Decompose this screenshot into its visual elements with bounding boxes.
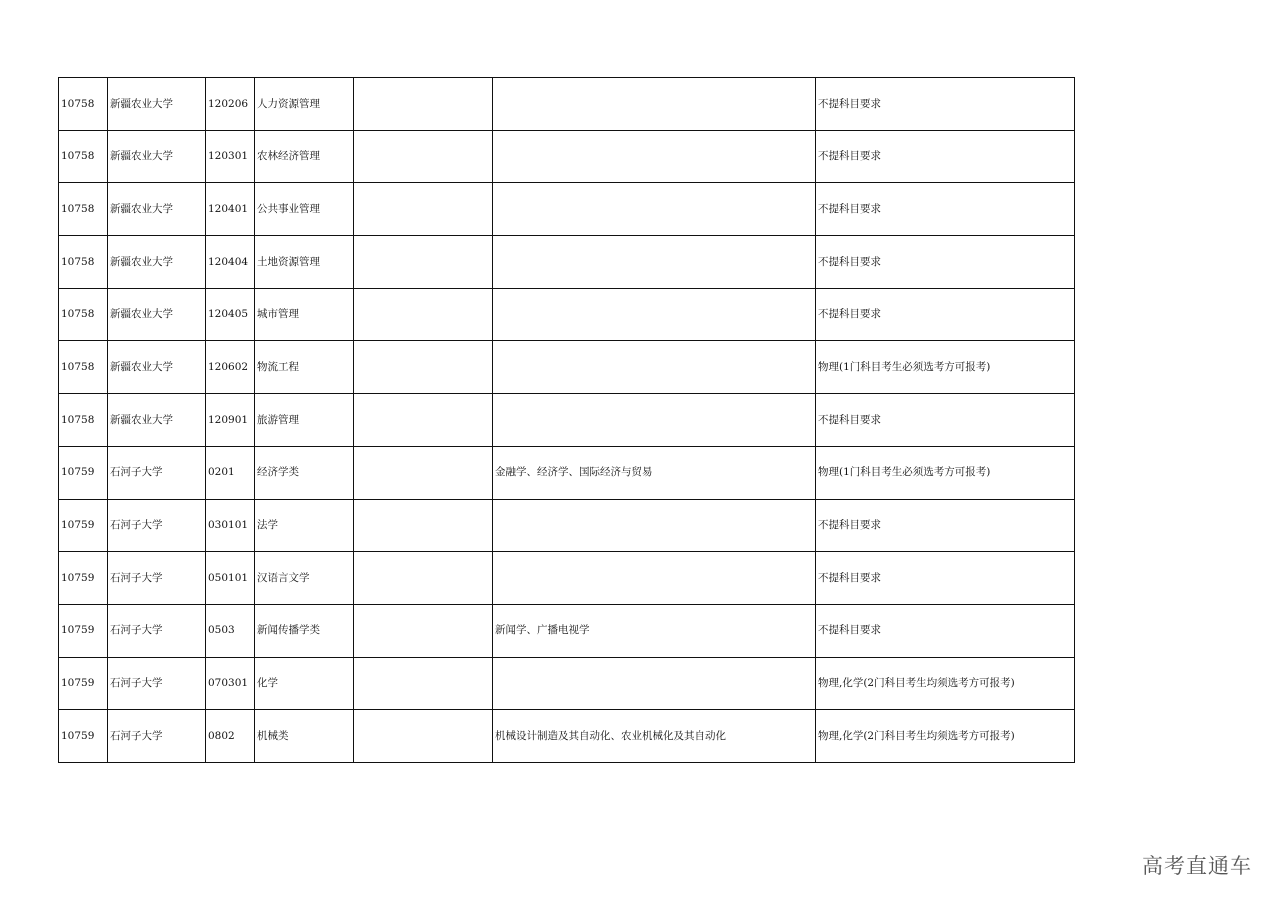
- blank-cell: [354, 604, 493, 657]
- included-majors-cell: [493, 341, 816, 394]
- blank-cell: [354, 341, 493, 394]
- subject-requirement-cell: 不提科目要求: [816, 183, 1075, 236]
- major-name-cell: 法学: [255, 499, 354, 552]
- school-name-cell: 新疆农业大学: [108, 78, 206, 131]
- subject-requirement-cell: 物理(1门科目考生必须选考方可报考): [816, 341, 1075, 394]
- major-code-cell: 120301: [206, 130, 255, 183]
- table-row: [59, 236, 1075, 289]
- major-code-cell: 050101: [206, 552, 255, 605]
- table-row: [59, 552, 1075, 605]
- table-row: [59, 657, 1075, 710]
- major-name-cell: 土地资源管理: [255, 236, 354, 289]
- table-row: [59, 604, 1075, 657]
- subject-requirement-cell: 不提科目要求: [816, 499, 1075, 552]
- major-code-cell: 120405: [206, 288, 255, 341]
- major-code-cell: 120401: [206, 183, 255, 236]
- major-name-cell: 经济学类: [255, 446, 354, 499]
- subject-requirement-cell: 不提科目要求: [816, 552, 1075, 605]
- table-row: [59, 130, 1075, 183]
- major-name-cell: 人力资源管理: [255, 78, 354, 131]
- major-name-cell: 旅游管理: [255, 394, 354, 447]
- table-row: [59, 446, 1075, 499]
- school-name-cell: 石河子大学: [108, 657, 206, 710]
- major-code-cell: 120901: [206, 394, 255, 447]
- school-name-cell: 新疆农业大学: [108, 183, 206, 236]
- school-code-cell: 10758: [59, 236, 108, 289]
- included-majors-cell: [493, 499, 816, 552]
- major-code-cell: 120404: [206, 236, 255, 289]
- school-code-cell: 10758: [59, 341, 108, 394]
- included-majors-cell: 金融学、经济学、国际经济与贸易: [493, 446, 816, 499]
- table-row: [59, 499, 1075, 552]
- school-code-cell: 10759: [59, 710, 108, 763]
- included-majors-cell: 机械设计制造及其自动化、农业机械化及其自动化: [493, 710, 816, 763]
- major-requirements-table: [58, 77, 1075, 763]
- major-code-cell: 0802: [206, 710, 255, 763]
- school-name-cell: 新疆农业大学: [108, 130, 206, 183]
- major-name-cell: 农林经济管理: [255, 130, 354, 183]
- major-name-cell: 机械类: [255, 710, 354, 763]
- table-row: [59, 288, 1075, 341]
- table-body: [59, 78, 1075, 763]
- school-code-cell: 10758: [59, 394, 108, 447]
- blank-cell: [354, 394, 493, 447]
- major-code-cell: 0201: [206, 446, 255, 499]
- school-name-cell: 新疆农业大学: [108, 341, 206, 394]
- major-code-cell: 120602: [206, 341, 255, 394]
- major-code-cell: 0503: [206, 604, 255, 657]
- included-majors-cell: [493, 394, 816, 447]
- school-name-cell: 石河子大学: [108, 604, 206, 657]
- major-code-cell: 070301: [206, 657, 255, 710]
- school-code-cell: 10758: [59, 288, 108, 341]
- blank-cell: [354, 236, 493, 289]
- school-code-cell: 10758: [59, 183, 108, 236]
- school-name-cell: 石河子大学: [108, 446, 206, 499]
- school-code-cell: 10758: [59, 130, 108, 183]
- included-majors-cell: [493, 288, 816, 341]
- included-majors-cell: [493, 130, 816, 183]
- school-name-cell: 石河子大学: [108, 499, 206, 552]
- subject-requirement-cell: 物理,化学(2门科目考生均须选考方可报考): [816, 657, 1075, 710]
- school-code-cell: 10759: [59, 446, 108, 499]
- blank-cell: [354, 499, 493, 552]
- blank-cell: [354, 446, 493, 499]
- blank-cell: [354, 78, 493, 131]
- table-row: [59, 710, 1075, 763]
- blank-cell: [354, 657, 493, 710]
- major-code-cell: 120206: [206, 78, 255, 131]
- table-row: [59, 78, 1075, 131]
- subject-requirement-cell: 不提科目要求: [816, 236, 1075, 289]
- major-name-cell: 新闻传播学类: [255, 604, 354, 657]
- school-code-cell: 10759: [59, 604, 108, 657]
- blank-cell: [354, 552, 493, 605]
- subject-requirement-cell: 物理(1门科目考生必须选考方可报考): [816, 446, 1075, 499]
- school-code-cell: 10759: [59, 499, 108, 552]
- included-majors-cell: [493, 657, 816, 710]
- school-name-cell: 新疆农业大学: [108, 288, 206, 341]
- major-code-cell: 030101: [206, 499, 255, 552]
- school-name-cell: 石河子大学: [108, 552, 206, 605]
- included-majors-cell: [493, 78, 816, 131]
- major-name-cell: 汉语言文学: [255, 552, 354, 605]
- blank-cell: [354, 183, 493, 236]
- school-name-cell: 石河子大学: [108, 710, 206, 763]
- school-name-cell: 新疆农业大学: [108, 236, 206, 289]
- subject-requirement-cell: 不提科目要求: [816, 130, 1075, 183]
- school-name-cell: 新疆农业大学: [108, 394, 206, 447]
- subject-requirement-cell: 物理,化学(2门科目考生均须选考方可报考): [816, 710, 1075, 763]
- subject-requirement-cell: 不提科目要求: [816, 394, 1075, 447]
- subject-requirement-cell: 不提科目要求: [816, 78, 1075, 131]
- included-majors-cell: [493, 552, 816, 605]
- included-majors-cell: 新闻学、广播电视学: [493, 604, 816, 657]
- school-code-cell: 10759: [59, 552, 108, 605]
- blank-cell: [354, 710, 493, 763]
- school-code-cell: 10759: [59, 657, 108, 710]
- major-name-cell: 公共事业管理: [255, 183, 354, 236]
- major-name-cell: 物流工程: [255, 341, 354, 394]
- subject-requirement-cell: 不提科目要求: [816, 604, 1075, 657]
- blank-cell: [354, 288, 493, 341]
- school-code-cell: 10758: [59, 78, 108, 131]
- major-name-cell: 城市管理: [255, 288, 354, 341]
- included-majors-cell: [493, 236, 816, 289]
- table-row: [59, 394, 1075, 447]
- table-row: [59, 183, 1075, 236]
- table-row: [59, 341, 1075, 394]
- included-majors-cell: [493, 183, 816, 236]
- blank-cell: [354, 130, 493, 183]
- subject-requirement-cell: 不提科目要求: [816, 288, 1075, 341]
- watermark-text: 高考直通车: [1142, 854, 1252, 878]
- major-name-cell: 化学: [255, 657, 354, 710]
